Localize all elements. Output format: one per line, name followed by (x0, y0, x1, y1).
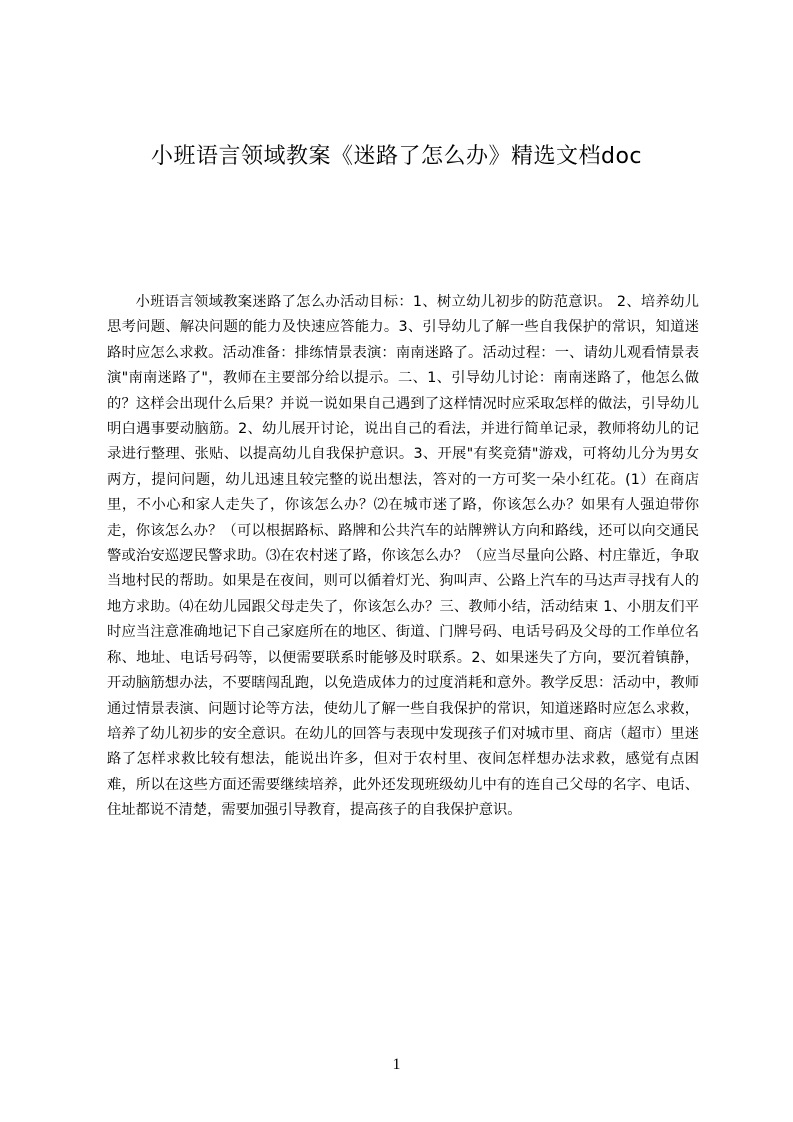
document-body: 小班语言领域教案迷路了怎么办活动目标：1、树立幼儿初步的防范意识。 2、培养幼儿思考问题、解决问题的能力及快速应答能力。3、引导幼儿了解一些自我保护的常识，知道迷路时应怎么求救。活动准备：排练情景表演：南南迷路了。活动过程：一、请幼儿观看情景表演"南南迷路了"，教师在主要部分给以提示。二、1、引导幼儿讨论：南南迷路了，他怎么做的？这样会出现什么后果？并说一说如果自己遇到了这样情况时应采取怎样的做法，引导幼儿明白遇事要动脑筋。2、幼儿展开讨论，说出自己的看法，并进行简单记录，教师将幼儿的记录进行整理、张贴、以提高幼儿自我保护意识。3、开展"有奖竞猜"游戏，可将幼儿分为男女两方，提问问题，幼儿迅速且较完整的说出想法，答对的一方可奖一朵小红花。(1）在商店里，不小心和家人走失了，你该怎么办？⑵在城市迷了路，你该怎么办？如果有人强迫带你走，你该怎么办？（可以根据路标、路牌和公共汽车的站牌辨认方向和路线，还可以向交通民警或治安巡逻民警求助。⑶在农村迷了路，你该怎么办？（应当尽量向公路、村庄靠近，争取当地村民的帮助。如果是在夜间，则可以循着灯光、狗叫声、公路上汽车的马达声寻找有人的地方求助。⑷在幼儿园跟父母走失了，你该怎么办？三、教师小结，活动结束 1、小朋友们平时应当注意准确地记下自己家庭所在的地区、街道、门牌号码、电话号码及父母的工作单位名称、地址、电话号码等，以便需要联系时能够及时联系。2、如果迷失了方向，要沉着镇静，开动脑筋想办法，不要瞎闯乱跑，以免造成体力的过度消耗和意外。教学反思：活动中，教师通过情景表演、问题讨论等方法，使幼儿了解一些自我保护的常识，知道迷路时应怎么求救，培养了幼儿初步的安全意识。在幼儿的回答与表现中发现孩子们对城市里、商店（超市）里迷路了怎样求救比较有想法，能说出许多，但对于农村里、夜间怎样想办法求救，感觉有点困难，所以在这些方面还需要继续培养，此外还发现班级幼儿中有的连自己父母的名字、电话、住址都说不清楚，需要加强引导教育，提高孩子的自我保护意识。 (107, 294, 699, 819)
page-number: 1 (392, 1056, 401, 1073)
document-title: 小班语言领域教案《迷路了怎么办》精选文档doc (150, 144, 643, 169)
